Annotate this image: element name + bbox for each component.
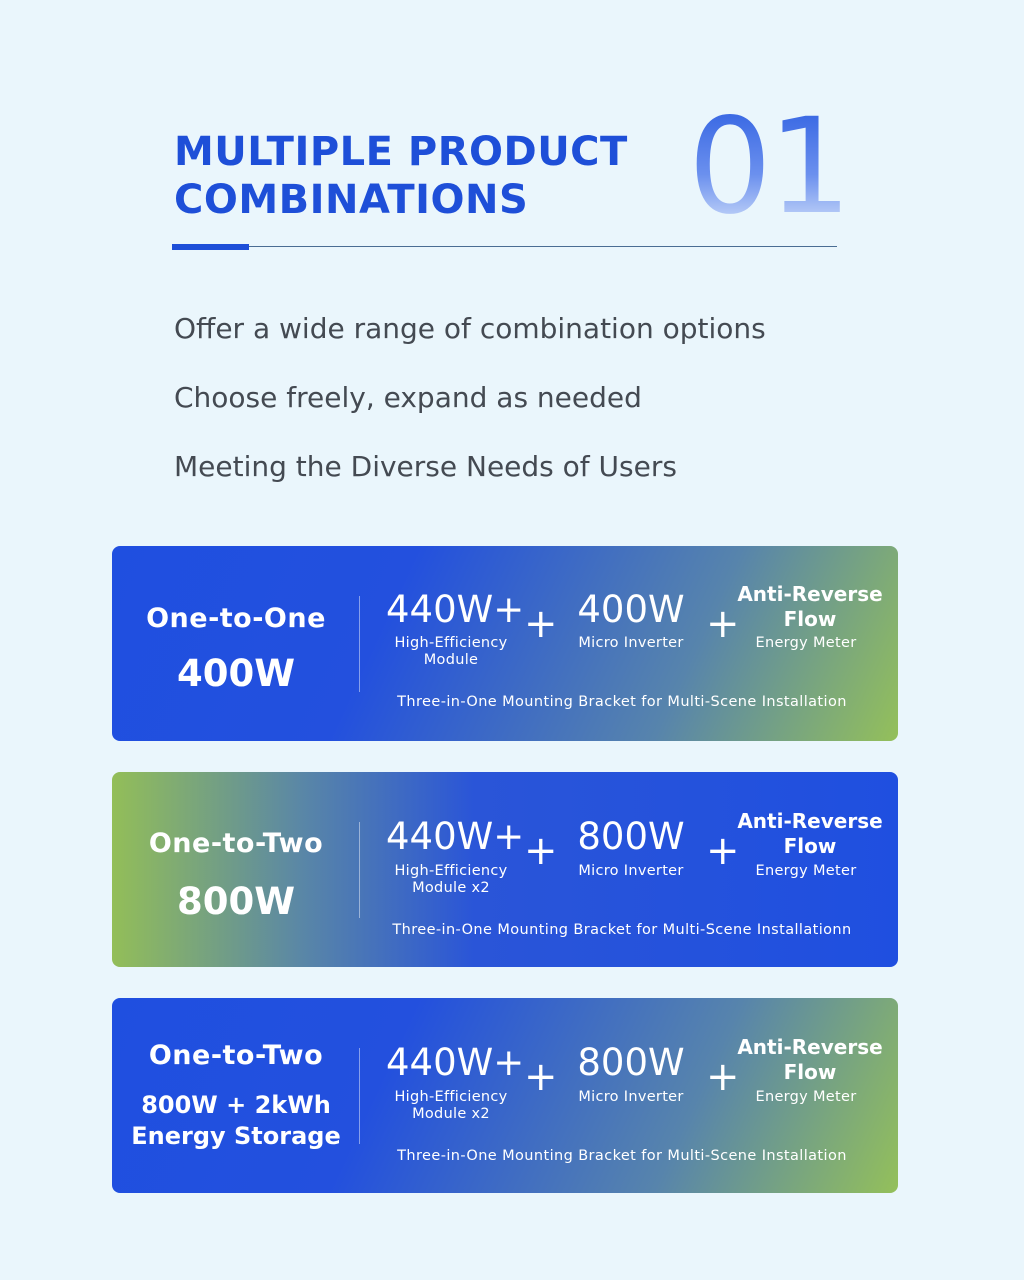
inverter-power: 800W	[577, 815, 685, 858]
module-power: 440W+	[386, 588, 525, 631]
module-power: 440W+	[386, 815, 525, 858]
combo-name: One-to-Two	[148, 1040, 324, 1071]
meter-title-line-1: Anti-Reverse	[737, 809, 883, 833]
plus-icon: +	[524, 828, 558, 874]
inverter-label: Micro Inverter	[578, 1089, 684, 1105]
meter-title-line-2: Flow	[783, 607, 837, 631]
bracket-note: Three-in-One Mounting Bracket for Multi-Scene Installation	[397, 694, 847, 710]
meter-title	[728, 1035, 892, 1085]
module-label-line-2: Module x2	[412, 880, 490, 896]
module-label	[376, 863, 526, 897]
combo-capacity: 400W	[176, 652, 296, 695]
combo-name: One-to-Two	[148, 828, 324, 859]
meter-label: Energy Meter	[755, 1089, 857, 1105]
meter-title-line-1: Anti-Reverse	[737, 1035, 883, 1059]
combo-capacity	[112, 1090, 360, 1152]
plus-icon: +	[706, 828, 740, 874]
plus-icon: +	[524, 1054, 558, 1100]
combo-capacity: 800W	[176, 880, 296, 923]
title-line-1: MULTIPLE PRODUCT	[174, 129, 628, 175]
module-label-line-2: Module x2	[412, 1106, 490, 1122]
intro-line-3: Meeting the Diverse Needs of Users	[174, 450, 677, 483]
meter-title-line-2: Flow	[783, 1060, 837, 1084]
card-divider	[359, 1048, 360, 1144]
inverter-label: Micro Inverter	[578, 635, 684, 651]
plus-icon: +	[706, 1054, 740, 1100]
inverter-power: 400W	[577, 588, 685, 631]
module-power: 440W+	[386, 1041, 525, 1084]
inverter-label: Micro Inverter	[578, 863, 684, 879]
meter-label: Energy Meter	[755, 863, 857, 879]
section-number: 01	[688, 90, 848, 244]
card-divider	[359, 596, 360, 692]
header-divider	[174, 246, 837, 247]
bracket-note: Three-in-One Mounting Bracket for Multi-Scene Installationn	[392, 922, 852, 938]
combo-capacity-line-1: 800W + 2kWh	[141, 1091, 331, 1119]
bracket-note: Three-in-One Mounting Bracket for Multi-Scene Installation	[397, 1148, 847, 1164]
card-divider	[359, 822, 360, 918]
meter-title	[728, 809, 892, 859]
module-label	[376, 1089, 526, 1123]
module-label	[376, 635, 526, 669]
meter-label: Energy Meter	[755, 635, 857, 651]
plus-icon: +	[706, 601, 740, 647]
meter-title-line-1: Anti-Reverse	[737, 582, 883, 606]
combo-card-one-to-one	[112, 546, 898, 741]
module-label-line-1: High-Efficiency	[394, 1089, 508, 1105]
combo-capacity-line-2: Energy Storage	[131, 1122, 341, 1150]
intro-line-2: Choose freely, expand as needed	[174, 381, 642, 414]
combo-name: One-to-One	[146, 603, 326, 634]
plus-icon: +	[524, 601, 558, 647]
meter-title-line-2: Flow	[783, 834, 837, 858]
module-label-line-1: High-Efficiency	[394, 863, 508, 879]
combo-card-one-to-two-storage	[112, 998, 898, 1193]
inverter-power: 800W	[577, 1041, 685, 1084]
meter-title	[728, 582, 892, 632]
header-divider-accent	[172, 244, 249, 250]
combo-card-one-to-two	[112, 772, 898, 967]
intro-line-1: Offer a wide range of combination options	[174, 312, 766, 345]
module-label-line-1: High-Efficiency	[394, 635, 508, 651]
title-line-2: COMBINATIONS	[174, 177, 529, 223]
module-label-line-2: Module	[423, 652, 479, 668]
page-title	[174, 128, 628, 224]
